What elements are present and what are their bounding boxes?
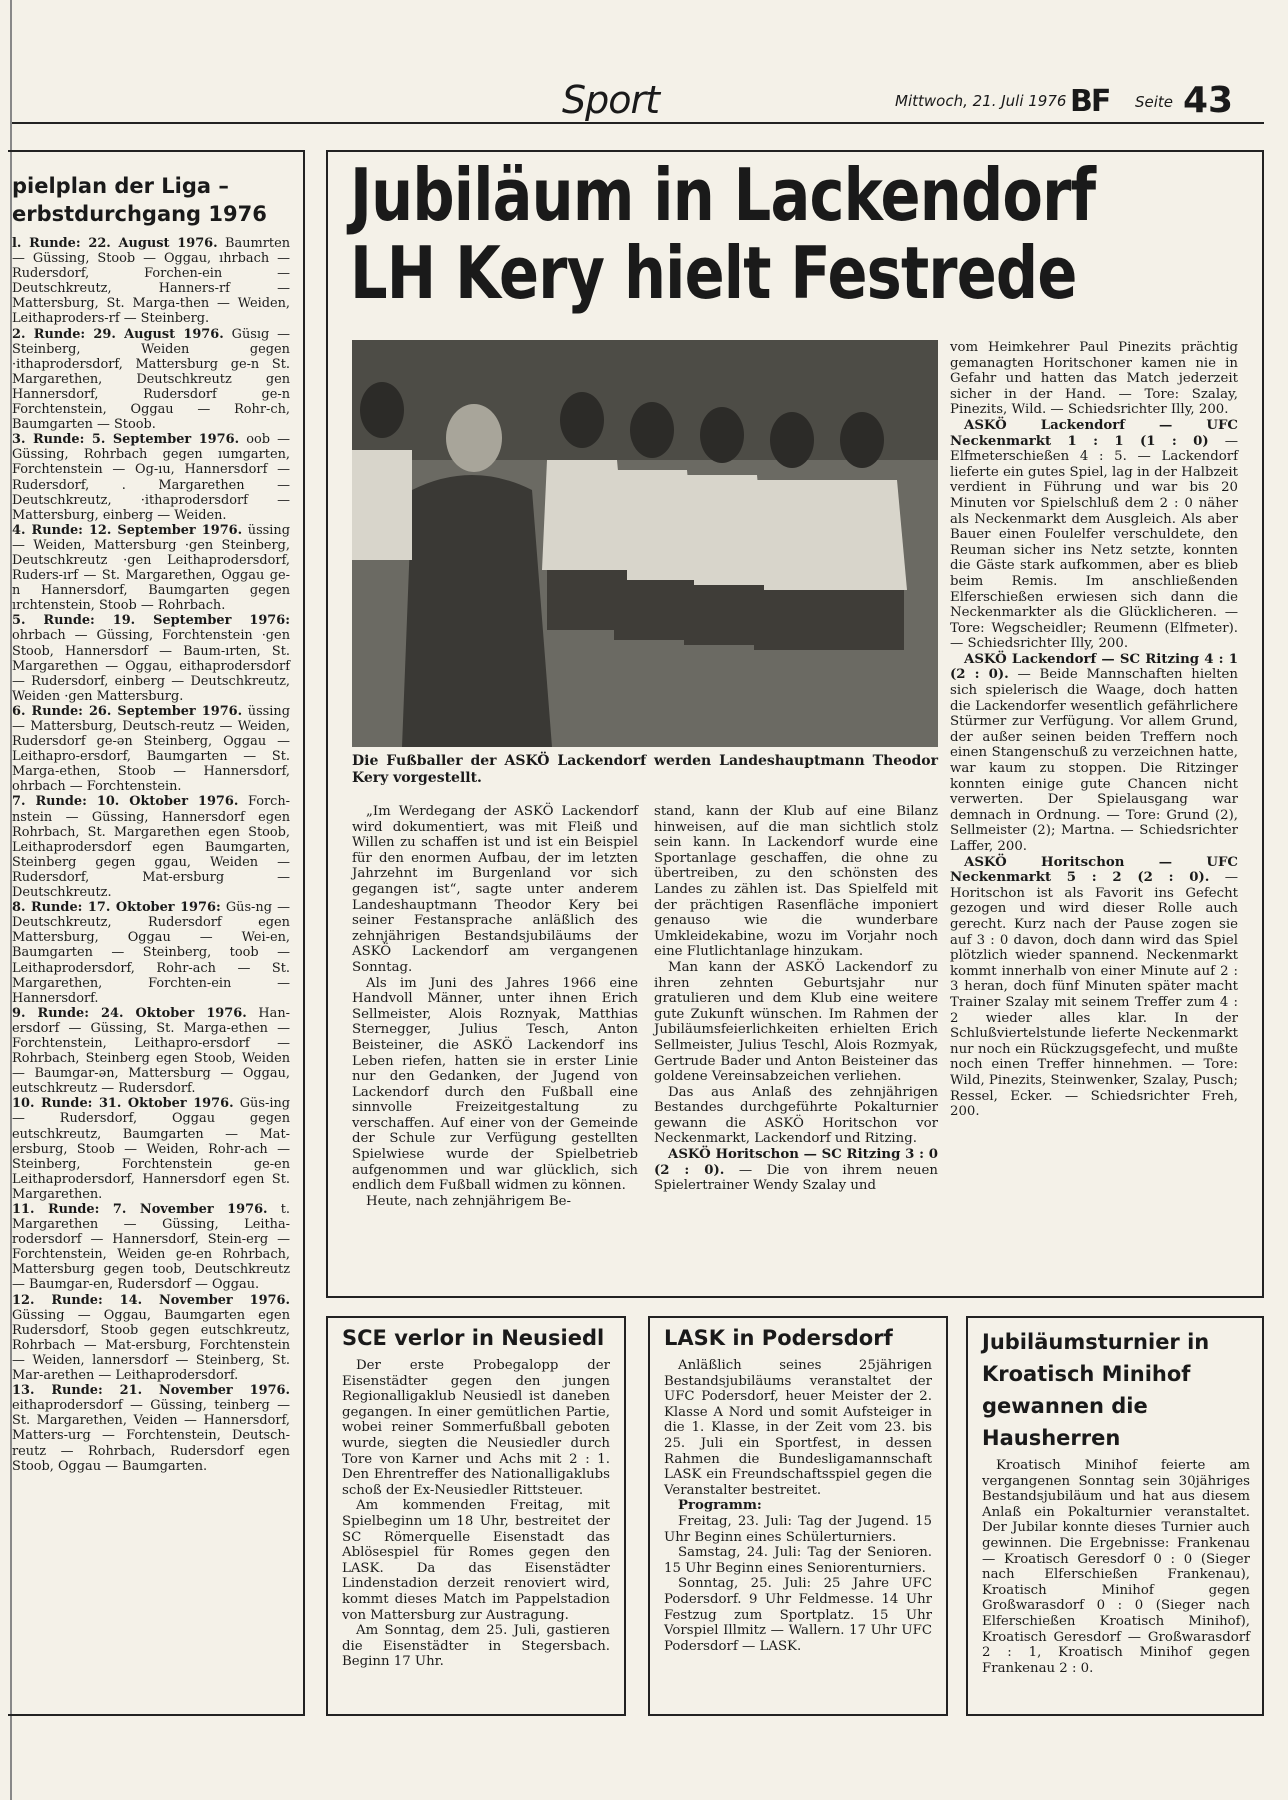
col3-match-head: ASKÖ Lackendorf — UFC Neckenmarkt 1 : 1 (1 : 0): [950, 417, 1238, 449]
header-rule: [12, 122, 1264, 124]
schedule-round: [12, 1383, 290, 1474]
sce-paragraph: Am Sonntag, dem 25. Juli, gastieren die Eisenstädter in Stegersbach. Beginn 17 Uhr.: [342, 1623, 610, 1670]
lask-body: [664, 1358, 932, 1654]
col2-match-result: [654, 1147, 938, 1194]
col3-match-report: [950, 652, 1238, 855]
schedule-round: [12, 327, 290, 433]
schedule-round: [12, 613, 290, 704]
lask-program-item: Samstag, 24. Juli: Tag der Senioren. 15 Uhr Beginn eines Seniorenturniers.: [664, 1545, 932, 1576]
schedule-title-line-2: erbstdurchgang 1976: [12, 202, 267, 226]
col3-match-body: — Horitschon ist als Favorit ins Gefecht gezogen und wird dieser Rolle auch gerecht. Kurz nach der Pause zogen sie auf 3 : 0 davon, doch dann wird das Spiel plötzlich wieder spannend. Neckenmarkt kommt innerhalb von einer Minute auf 2 : 3 heran, doch fünf Minuten später macht Trainer Szalay mit seinem Treffer zum 4 : 2 wieder alles klar. In der Schlußviertelstunde lieferte Neckenmarkt nur noch ein Rückzugsgefecht, und mußte noch einen Treffer hinnehmen. — Tore: Wild, Pinezits, Steinwenker, Szalay, Pusch; Ressel, Ecker. — Schiedsrichter Freh, 200.: [950, 870, 1238, 1120]
schedule-round-body: Forch-nstein — Güssing, Hannersdorf egen Rohrbach, St. Margarethen egen Stoob, Leithaprodersdorf egen Baumgarten, Steinberg gegen ggau, Weiden — Rudersdorf, Mat-ersburg — Deutschkreutz.: [12, 794, 290, 901]
lask-program-item: Freitag, 23. Juli: Tag der Jugend. 15 Uhr Beginn eines Schülerturniers.: [664, 1513, 932, 1545]
sce-body: [342, 1358, 610, 1670]
col3-match-head: ASKÖ Horitschon — UFC Neckenmarkt 5 : 2 (2 : 0).: [950, 854, 1238, 886]
schedule-round-head: 8. Runde: 17. Oktober 1976:: [12, 900, 221, 916]
schedule-round: [12, 236, 290, 327]
schedule-round-body: eithaprodersdorf — Güssing, teinberg — St. Margarethen, Veiden — Hannersdorf, Matters-urg — Forchtenstein, Deutsch-reutz — Rohrbach, Rudersdorf egen Stoob, Oggau — Baumgarten.: [12, 1398, 290, 1474]
sce-headline: SCE verlor in Neusiedl: [342, 1326, 605, 1350]
lask-intro: Anläßlich seines 25jährigen Bestandsjubiläums veranstaltet der UFC Podersdorf, heuer Meister der 2. Klasse A Nord und somit Aufsteiger in die 1. Klasse, in der Zeit vom 23. bis 25. Juli ein Sportfest, in dessen Rahmen die Bundesligamannschaft LASK ein Freundschaftsspiel gegen die Veranstalter bestreitet.: [664, 1358, 932, 1498]
page-label: Seite: [1135, 93, 1174, 111]
main-headline: [350, 153, 1096, 315]
col2-paragraph: Man kann der ASKÖ Lackendorf zu ihren zehnten Geburtsjahr nur gratulieren und dem Klub eine weitere gute Zukunft wünschen. Im Rahmen der Jubiläumsfeierlichkeiten erhielten Erich Sellmeister, Julius Teschl, Alois Rozmyak, Gertrude Bader und Anton Beisteiner das goldene Vereinsabzeichen verliehen.: [654, 959, 938, 1085]
col1-paragraph: Als im Juni des Jahres 1966 eine Handvoll Männer, unter ihnen Erich Sellmeister, Alois Roznyak, Matthias Sternegger, Julius Tesch, Anton Beisteiner, die ASKÖ Lackendorf ins Leben riefen, hatten sie in erster Linie nur den Gedanken, der Jugend von Lackendorf durch den Fußball eine sinnvolle Freizeitgestaltung zu verschaffen. Auf einer von der Gemeinde der Schule zur Verfügung gestellten Spielwiese wurde der Spielbetrieb aufgenommen und war glücklich, sich endlich dem Fußball widmen zu können.: [352, 975, 638, 1194]
team-photo-illustration: [352, 340, 938, 747]
col3-intro: vom Heimkehrer Paul Pinezits prächtig gemanagten Horitschoner kamen nie in Gefahr und hatten das Match jederzeit sicher in der Hand. — Tore: Szalay, Pinezits, Wild. — Schiedsrichter Illy, 200.: [950, 340, 1238, 418]
schedule-round-head: 9. Runde: 24. Oktober 1976.: [12, 1005, 247, 1021]
schedule-round-body: üssing — Weiden, Mattersburg ·gen Steinberg, Deutschkreutz ·gen Leithaprodersdorf, Ruders-ırf — St. Margarethen, Oggau ge-n Hannersdorf, Baumgarten gegen ırchtenstein, Stoob — Rohrbach.: [12, 522, 290, 614]
issue-date: Mittwoch, 21. Juli 1976: [895, 92, 1067, 110]
schedule-round-body: Han-ersdorf — Güssing, St. Marga-ethen — Forchtenstein, Leithapro-ersdorf — Rohrbach, Steinberg egen Stoob, Weiden — Baumgar-ən, Mattersburg — Oggau, eutschkreutz — Rudersdorf.: [12, 1005, 290, 1097]
schedule-round-body: Güs-ng — Deutschkreutz, Rudersdorf egen Mattersburg, Oggau — Wei-en, Baumgarten — Steinberg, toob — Leithaprodersdorf, Rohr-ach — St. Margarethen, Forchten-ein — Hannersdorf.: [12, 900, 290, 1006]
schedule-list: [12, 236, 290, 1474]
lask-headline: LASK in Podersdorf: [664, 1326, 893, 1350]
article-column-2: [654, 804, 938, 1194]
schedule-round-body: oob — Güssing, Rohrbach gegen ıumgarten, Forchtenstein — Og-ıu, Hannersdorf — Rudersdorf, . Margarethen — Deutschkreutz, ·ithaprodersdorf — Mattersburg, einberg — Weiden.: [12, 432, 290, 523]
schedule-round-body: üssing — Mattersburg, Deutsch-reutz — Weiden, Rudersdorf ge-ən Steinberg, Oggau — Leithapro-ersdorf, Baumgarten — St. Marga-ethen, Stoob — Hannersdorf, ohrbach — Forchtenstein.: [12, 703, 290, 795]
newspaper-logo: BF: [1070, 84, 1110, 119]
schedule-round-body: Güssing — Oggau, Baumgarten egen Rudersdorf, Stoob gegen eutschkreutz, Rohrbach — Mat-ersburg, Forchtenstein — Weiden, lannersdorf — Steinberg, St. Mar-arethen — Leithaprodersdorf.: [12, 1307, 290, 1384]
col3-match-report: [950, 418, 1238, 652]
minihof-body: [982, 1458, 1250, 1676]
col2-paragraph: stand, kann der Klub auf eine Bilanz hinweisen, auf die man sichtlich stolz sein kann. In Lackendorf wurde eine Sportanlage geschaffen, die ohne zu übertreiben, zu den schönsten des Landes zu zählen ist. Das Spielfeld mit der prächtigen Rasenfläche imponiert genauso wie die wunderbare Umkleidekabine, wozu im Vorjahr noch eine Flutlichtanlage hinzukam.: [654, 804, 938, 960]
schedule-round: [12, 1293, 290, 1384]
schedule-round-head: 4. Runde: 12. September 1976.: [12, 522, 243, 538]
schedule-round-head: 11. Runde: 7. November 1976.: [12, 1202, 268, 1217]
col2-match-head: ASKÖ Horitschon — SC Ritzing 3 : 0 (2 : 0).: [654, 1147, 938, 1178]
headline-line-2: LH Kery hielt Festrede: [350, 231, 1077, 315]
schedule-round: [12, 900, 290, 1006]
minihof-headline: Jubiläumsturnier in Kroatisch Minihof gewannen die Hausherren: [982, 1330, 1210, 1450]
schedule-title: [12, 172, 302, 228]
team-photo: [352, 340, 938, 747]
schedule-round-head: 5. Runde: 19. September 1976:: [12, 613, 290, 629]
col1-paragraph: „Im Werdegang der ASKÖ Lackendorf wird dokumentiert, was mit Fleiß und Willen zu schaffen ist und ist ein Beispiel für den enormen Aufbau, der im letzten Jahrzehnt im Burgenland vor sich gegangen ist“, sagte unter anderem Landeshauptmann Theodor Kery bei seiner Festansprache anläßlich des zehnjährigen Bestandsjubiläums der ASKÖ Lackendorf am vergangenen Sonntag.: [352, 804, 638, 975]
schedule-round: [12, 523, 290, 614]
lask-program-item: Sonntag, 25. Juli: 25 Jahre UFC Podersdorf. 9 Uhr Feldmesse. 14 Uhr Festzug zum Sportplatz. 15 Uhr Vorspiel Illmitz — Wallern. 17 Uhr UFC Podersdorf — LASK.: [664, 1576, 932, 1654]
schedule-round-head: 3. Runde: 5. September 1976.: [12, 432, 240, 448]
schedule-round-head: 7. Runde: 10. Oktober 1976.: [12, 794, 239, 810]
section-title: Sport: [562, 78, 660, 122]
sce-paragraph: Am kommenden Freitag, mit Spielbeginn um 18 Uhr, bestreitet der SC Römerquelle Eisenstadt das Ablösespiel für Romes gegen den LASK. Da das Eisenstädter Lindenstadion derzeit renoviert wird, kommt dieses Match im Pappelstadion von Mattersburg zur Austragung.: [342, 1498, 610, 1623]
minihof-paragraph: Kroatisch Minihof feierte am vergangenen Sonntag sein 30jähriges Bestandsjubiläum und hat aus diesem Anlaß ein Pokalturnier veranstaltet. Der Jubilar konnte dieses Turnier auch gewinnen. Die Ergebnisse: Frankenau — Kroatisch Geresdorf 0 : 0 (Sieger nach Elferschießen Frankenau), Kroatisch Minihof gegen Großwarasdorf 0 : 0 (Sieger nach Elferschießen Kroatisch Minihof), Kroatisch Geresdorf — Großwarasdorf 2 : 1, Kroatisch Minihof gegen Frankenau 2 : 0.: [982, 1458, 1250, 1676]
col3-match-report: [950, 855, 1238, 1120]
schedule-round: [12, 432, 290, 523]
schedule-round-head: 2. Runde: 29. August 1976.: [12, 326, 224, 342]
schedule-title-line-1: pielplan der Liga –: [12, 174, 229, 198]
schedule-round-head: 10. Runde: 31. Oktober 1976.: [12, 1096, 234, 1112]
schedule-round-head: 13. Runde: 21. November 1976.: [12, 1383, 290, 1399]
schedule-round: [12, 704, 290, 795]
article-column-1: [352, 804, 638, 1209]
schedule-round-head: 12. Runde: 14. November 1976.: [12, 1292, 290, 1308]
col3-match-head: ASKÖ Lackendorf — SC Ritzing 4 : 1 (2 : 0).: [950, 651, 1238, 683]
schedule-round: [12, 1202, 290, 1293]
schedule-round-body: Baumrten — Güssing, Stoob — Oggau, ıhrbach — Rudersdorf, Forchen-ein — Deutschkreutz, Hanners-rf — Mattersburg, St. Marga-then — Weiden, Leithaproders-rf — Steinberg.: [12, 236, 291, 327]
schedule-round-body: t. Margarethen — Güssing, Leitha-rodersdorf — Hannersdorf, Stein-erg — Forchtenstein, Weiden ge-en Rohrbach, Mattersburg gegen toob, Deutschkreutz — Baumgar-en, Rudersdorf — Oggau.: [12, 1202, 290, 1293]
schedule-round: [12, 1006, 290, 1097]
schedule-round-body: Güs-ing — Rudersdorf, Oggau gegen eutschkreutz, Baumgarten — Mat-ersburg, Stoob — Weiden, Rohr-ach — Steinberg, Forchtenstein ge-en Leithaprodersdorf, Hannersdorf egen St. Margarethen.: [12, 1096, 290, 1202]
schedule-round-head: l. Runde: 22. August 1976.: [12, 236, 218, 251]
schedule-round-body: ohrbach — Güssing, Forchtenstein ·gen Stoob, Hannersdorf — Baum-ırten, St. Margarethen — Oggau, eithaprodersdorf — Rudersdorf, einberg — Deutschkreutz, Weiden ·gen Mattersburg.: [12, 628, 290, 704]
col3-match-body: — Beide Mannschaften hielten sich spielerisch die Waage, doch hatten die Lackendorfer wesentlich gefährlichere Stürmer zur Verfügung. Vor allem Grund, der außer seinen beiden Treffern noch einen Stangenschuß zu verzeichnen hatte, war kaum zu stoppen. Die Ritzinger konnten einige gute Chancen nicht verwerten. Der Spielausgang war demnach in Ordnung. — Tore: Grund (2), Sellmeister (2); Martna. — Schiedsrichter Laffer, 200.: [950, 667, 1238, 854]
schedule-round: [12, 794, 290, 900]
schedule-round: [12, 1096, 290, 1202]
page-number: 43: [1183, 80, 1234, 121]
schedule-round-body: Güsıg — Steinberg, Weiden gegen ·ithaprodersdorf, Mattersburg ge-n St. Margarethen, Deutschkreutz gen Hannersdorf, Rudersdorf ge-n Forchtenstein, Oggau — Rohr-ch, Baumgarten — Stoob.: [12, 326, 291, 433]
col2-match-body: — Die von ihrem neuen Spielertrainer Wendy Szalay und: [654, 1162, 938, 1194]
headline-line-1: Jubiläum in Lackendorf: [350, 153, 1096, 237]
sce-paragraph: Der erste Probegalopp der Eisenstädter gegen den jungen Regionalligaklub Neusiedl ist daneben gegangen. In einer gemütlichen Partie, wobei reiner Sommerfußball geboten wurde, siegten die Neusiedler durch Tore von Karner und Achs mit 2 : 1. Den Ehrentreffer des Nationalligaklubs schoß der Ex-Neusiedler Rittsteuer.: [342, 1358, 610, 1498]
article-column-3: [950, 340, 1238, 1120]
schedule-round-head: 6. Runde: 26. September 1976.: [12, 703, 243, 719]
col3-match-body: — Elfmeterschießen 4 : 5. — Lackendorf lieferte ein gutes Spiel, lag in der Halbzeit verdient in Führung und war bis 20 Minuten vor Spielschluß dem 2 : 0 näher als Neckenmarkt dem Ausgleich. Als aber Bauer einen Foulelfer verschuldete, den Reuman sicher ins Netz setzte, konnten die Gäste stark aufkommen, aber es blieb beim Remis. Im anschließenden Elferschießen erwiesen sich dann die Neckenmarkter als die Glücklicheren. — Tore: Wegscheidler; Reumenn (Elfmeter). — Schiedsrichter Illy, 200.: [950, 433, 1238, 652]
col1-paragraph: Heute, nach zehnjährigem Be-: [366, 1193, 571, 1209]
photo-caption: Die Fußballer der ASKÖ Lackendorf werden Landeshauptmann Theodor Kery vorgestellt.: [352, 753, 938, 786]
col2-paragraph: Das aus Anlaß des zehnjährigen Bestandes durchgeführte Pokalturnier gewann die ASKÖ Horitschon vor Neckenmarkt, Lackendorf und Ritzing.: [654, 1084, 938, 1147]
lask-program-label: Programm:: [678, 1498, 762, 1514]
